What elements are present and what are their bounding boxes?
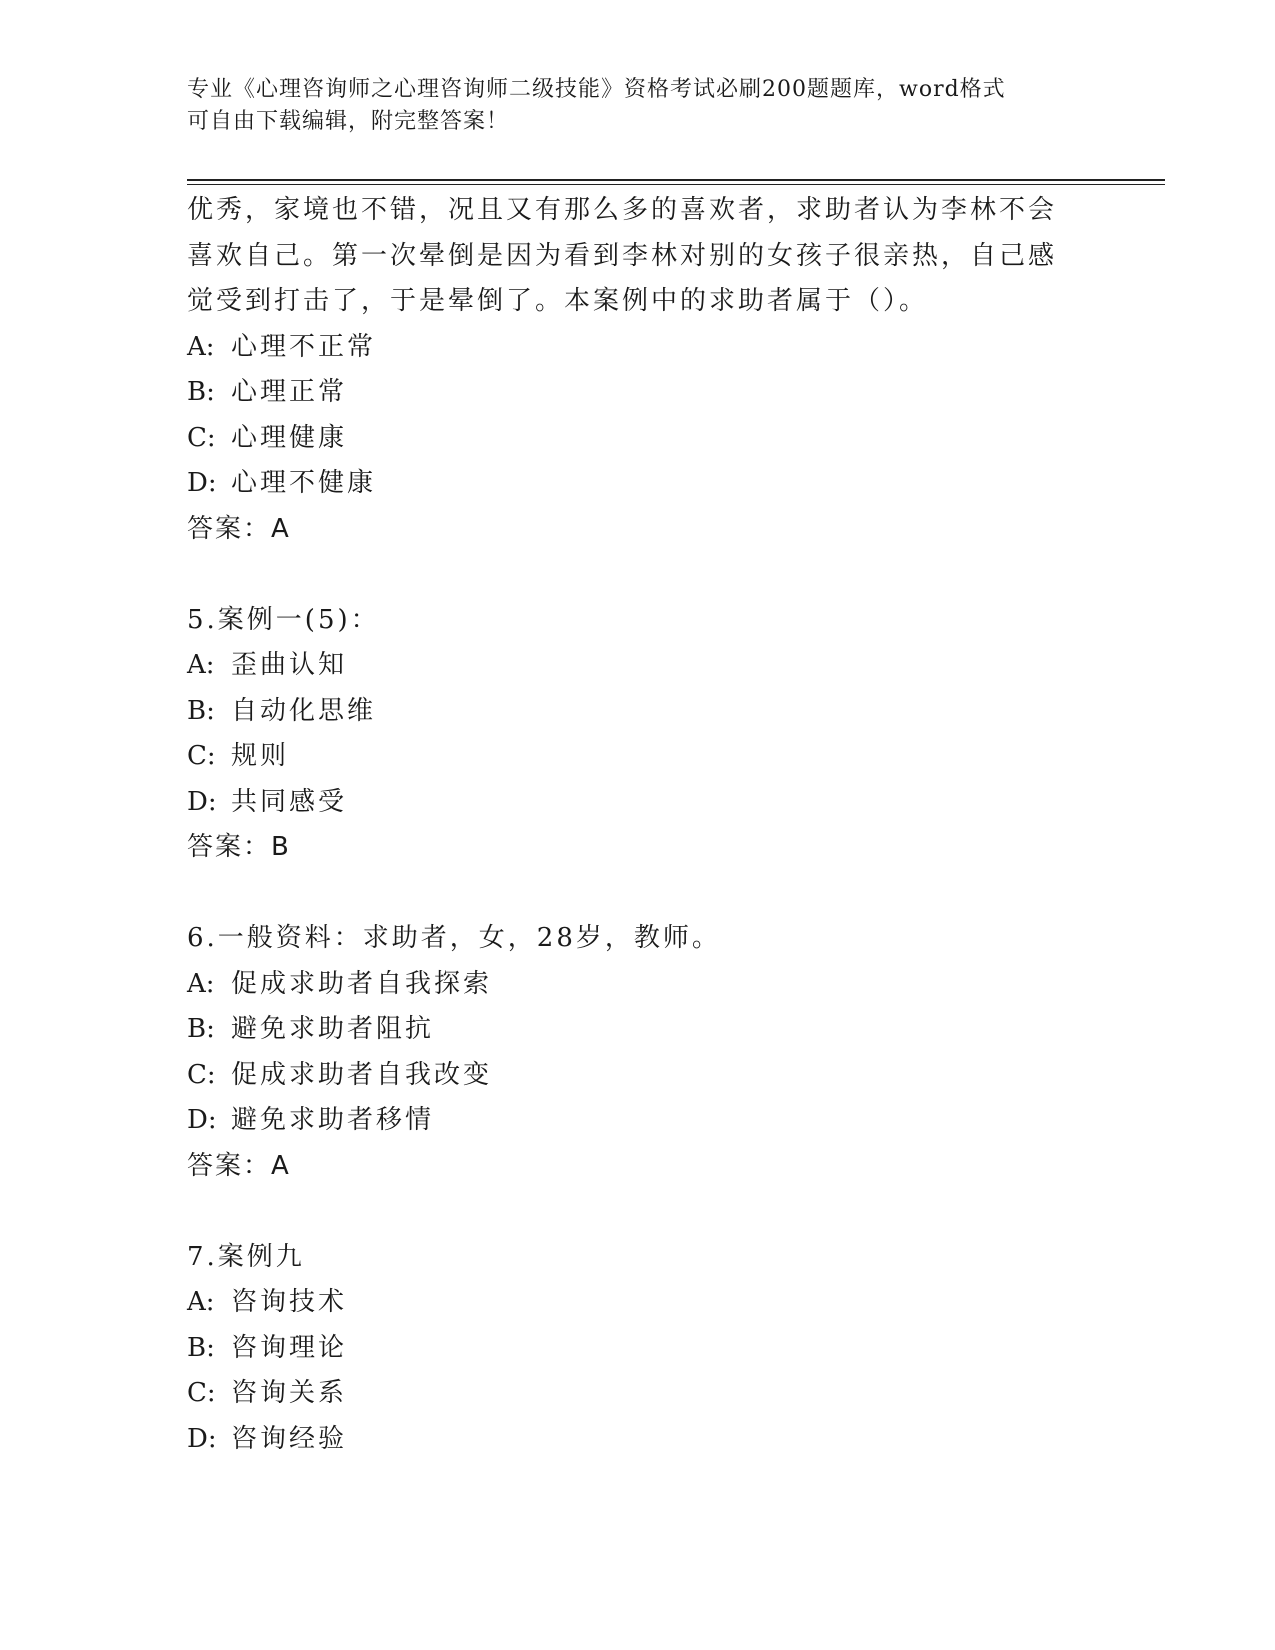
option-letter: A: [187,331,215,362]
question-6-title: 6.一般资料：求助者，女，28岁，教师。 [187,923,721,953]
option-text: 促成求助者自我改变 [231,1059,493,1090]
option-b [187,1326,1087,1372]
option-letter: B: [187,695,215,726]
option-b [187,1007,1087,1053]
header-title-line-2: 可自由下载编辑，附完整答案！ [187,109,510,134]
question-4-text-line-2: 喜欢自己。第一次晕倒是因为看到李林对别的女孩子很亲热，自己感 [187,240,1058,271]
option-letter: C: [187,1378,216,1408]
header-title-line-1: 专业《心理咨询师之心理咨询师二级技能》资格考试必刷200题题库，word格式 [187,77,1006,102]
option-text: 咨询经验 [231,1423,348,1454]
option-a [187,962,1087,1008]
option-c [187,1371,1087,1417]
option-d [187,1417,1087,1463]
option-text: 咨询理论 [231,1332,348,1363]
option-letter: A: [187,1287,215,1317]
answer-label: 答案：A [187,1150,291,1181]
option-letter: D: [187,1423,217,1454]
document-header [187,74,1087,138]
spacer [187,552,1087,598]
option-text: 自动化思维 [231,695,377,726]
option-text: 心理不健康 [231,468,377,498]
option-c [187,1053,1087,1099]
option-text: 共同感受 [231,786,348,817]
question-7-title: 7.案例九 [187,1241,305,1272]
option-d [187,1098,1087,1144]
option-letter: C: [187,422,216,453]
option-letter: C: [187,1059,216,1090]
question-4-text-line-3: 觉受到打击了，于是晕倒了。本案例中的求助者属于（）。 [187,286,929,316]
option-text: 心理正常 [231,377,348,407]
option-d [187,461,1087,507]
option-text: 歪曲认知 [231,650,348,680]
option-text: 心理健康 [231,422,348,453]
answer-label: 答案：A [187,513,291,544]
question-4-text-line-1: 优秀，家境也不错，况且又有那么多的喜欢者，求助者认为李林不会 [187,195,1058,225]
question-5-title: 5.案例一(5)： [187,604,380,635]
question-6 [187,916,1087,1189]
spacer [187,871,1087,917]
option-letter: C: [187,741,216,771]
option-letter: B: [187,1014,215,1044]
option-letter: A: [187,968,215,999]
option-letter: A: [187,650,215,680]
option-b [187,370,1087,416]
option-text: 避免求助者移情 [231,1105,435,1135]
option-c [187,734,1087,780]
header-divider-thin [187,184,1165,185]
option-a [187,1280,1087,1326]
option-a [187,643,1087,689]
option-text: 促成求助者自我探索 [231,968,493,999]
question-5 [187,598,1087,871]
option-b [187,689,1087,735]
question-list [187,188,1087,1462]
option-text: 咨询关系 [231,1378,348,1408]
option-letter: D: [187,786,217,817]
option-text: 心理不正常 [231,331,377,362]
question-7 [187,1235,1087,1463]
option-letter: D: [187,1105,217,1135]
option-letter: D: [187,468,217,498]
header-divider-thick [187,179,1165,181]
option-c [187,416,1087,462]
option-letter: B: [187,377,215,407]
question-4 [187,188,1087,552]
option-letter: B: [187,1332,215,1363]
option-d [187,780,1087,826]
option-text: 咨询技术 [231,1287,348,1317]
answer-label: 答案：B [187,832,291,862]
spacer [187,1189,1087,1235]
option-a [187,325,1087,371]
option-text: 避免求助者阻抗 [231,1014,435,1044]
option-text: 规则 [231,741,290,771]
